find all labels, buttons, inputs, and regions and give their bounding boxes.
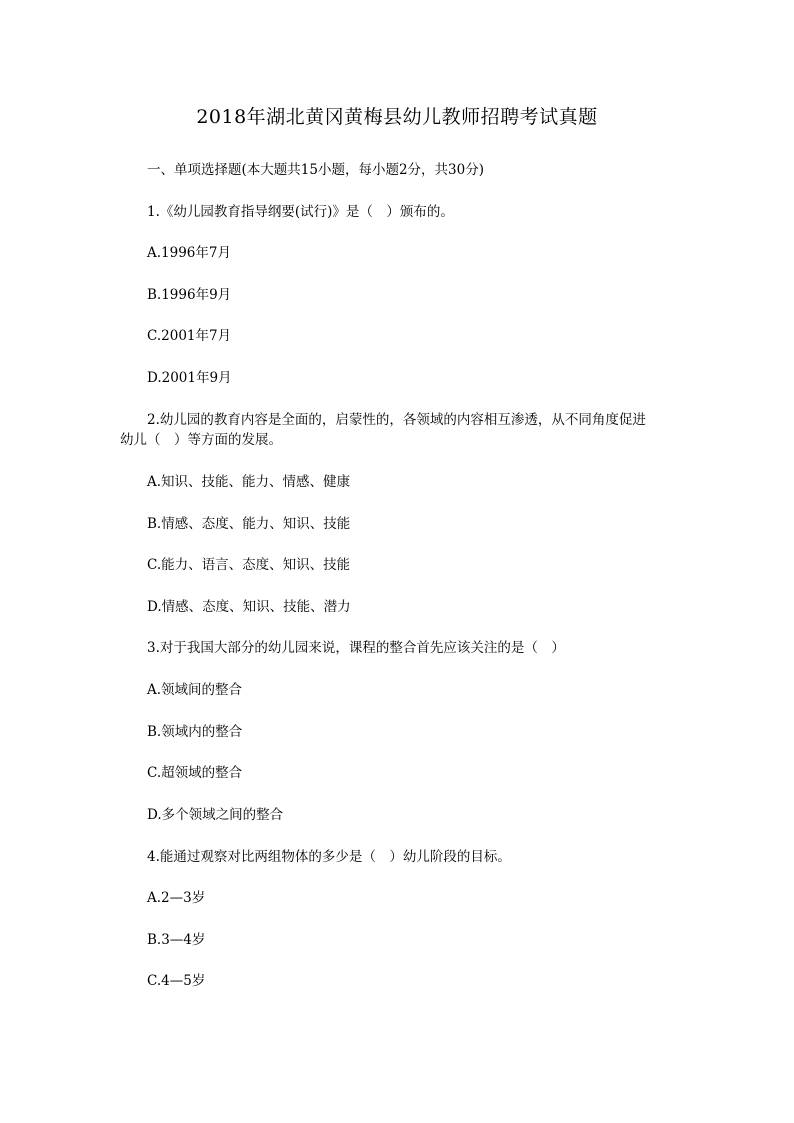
- question-3-option-c: C.超领域的整合: [147, 765, 243, 781]
- question-3-option-a: A.领域间的整合: [147, 682, 243, 698]
- question-1-option-a: A.1996年7月: [147, 245, 231, 261]
- question-2-stem-continuation: 幼儿（ ）等方面的发展。: [120, 432, 282, 448]
- question-4-option-b: B.3—4岁: [147, 932, 206, 948]
- question-2-option-b: B.情感、态度、能力、知识、技能: [147, 516, 351, 532]
- question-2-option-a: A.知识、技能、能力、情感、健康: [147, 474, 351, 490]
- question-4-stem: 4.能通过观察对比两组物体的多少是（ ）幼儿阶段的目标。: [147, 849, 511, 865]
- question-4-option-a: A.2—3岁: [147, 890, 206, 906]
- question-1-stem: 1.《幼儿园教育指导纲要(试行)》是（ ）颁布的。: [147, 204, 454, 220]
- question-1-option-b: B.1996年9月: [147, 287, 232, 303]
- question-3-stem: 3.对于我国大部分的幼儿园来说，课程的整合首先应该关注的是（ ）: [147, 640, 565, 656]
- question-2-stem: 2.幼儿园的教育内容是全面的，启蒙性的，各领域的内容相互渗透，从不同角度促进: [147, 412, 646, 428]
- question-4-option-c: C.4—5岁: [147, 973, 206, 989]
- question-3-option-d: D.多个领域之间的整合: [147, 807, 284, 823]
- section-heading: 一、单项选择题(本大题共15小题，每小题2分，共30分): [147, 162, 484, 178]
- question-1-option-d: D.2001年9月: [147, 370, 232, 386]
- question-3-option-b: B.领域内的整合: [147, 724, 243, 740]
- document-title: 2018年湖北黄冈黄梅县幼儿教师招聘考试真题: [196, 106, 598, 128]
- question-2-option-d: D.情感、态度、知识、技能、潜力: [147, 599, 351, 615]
- question-1-option-c: C.2001年7月: [147, 328, 232, 344]
- question-2-option-c: C.能力、语言、态度、知识、技能: [147, 557, 351, 573]
